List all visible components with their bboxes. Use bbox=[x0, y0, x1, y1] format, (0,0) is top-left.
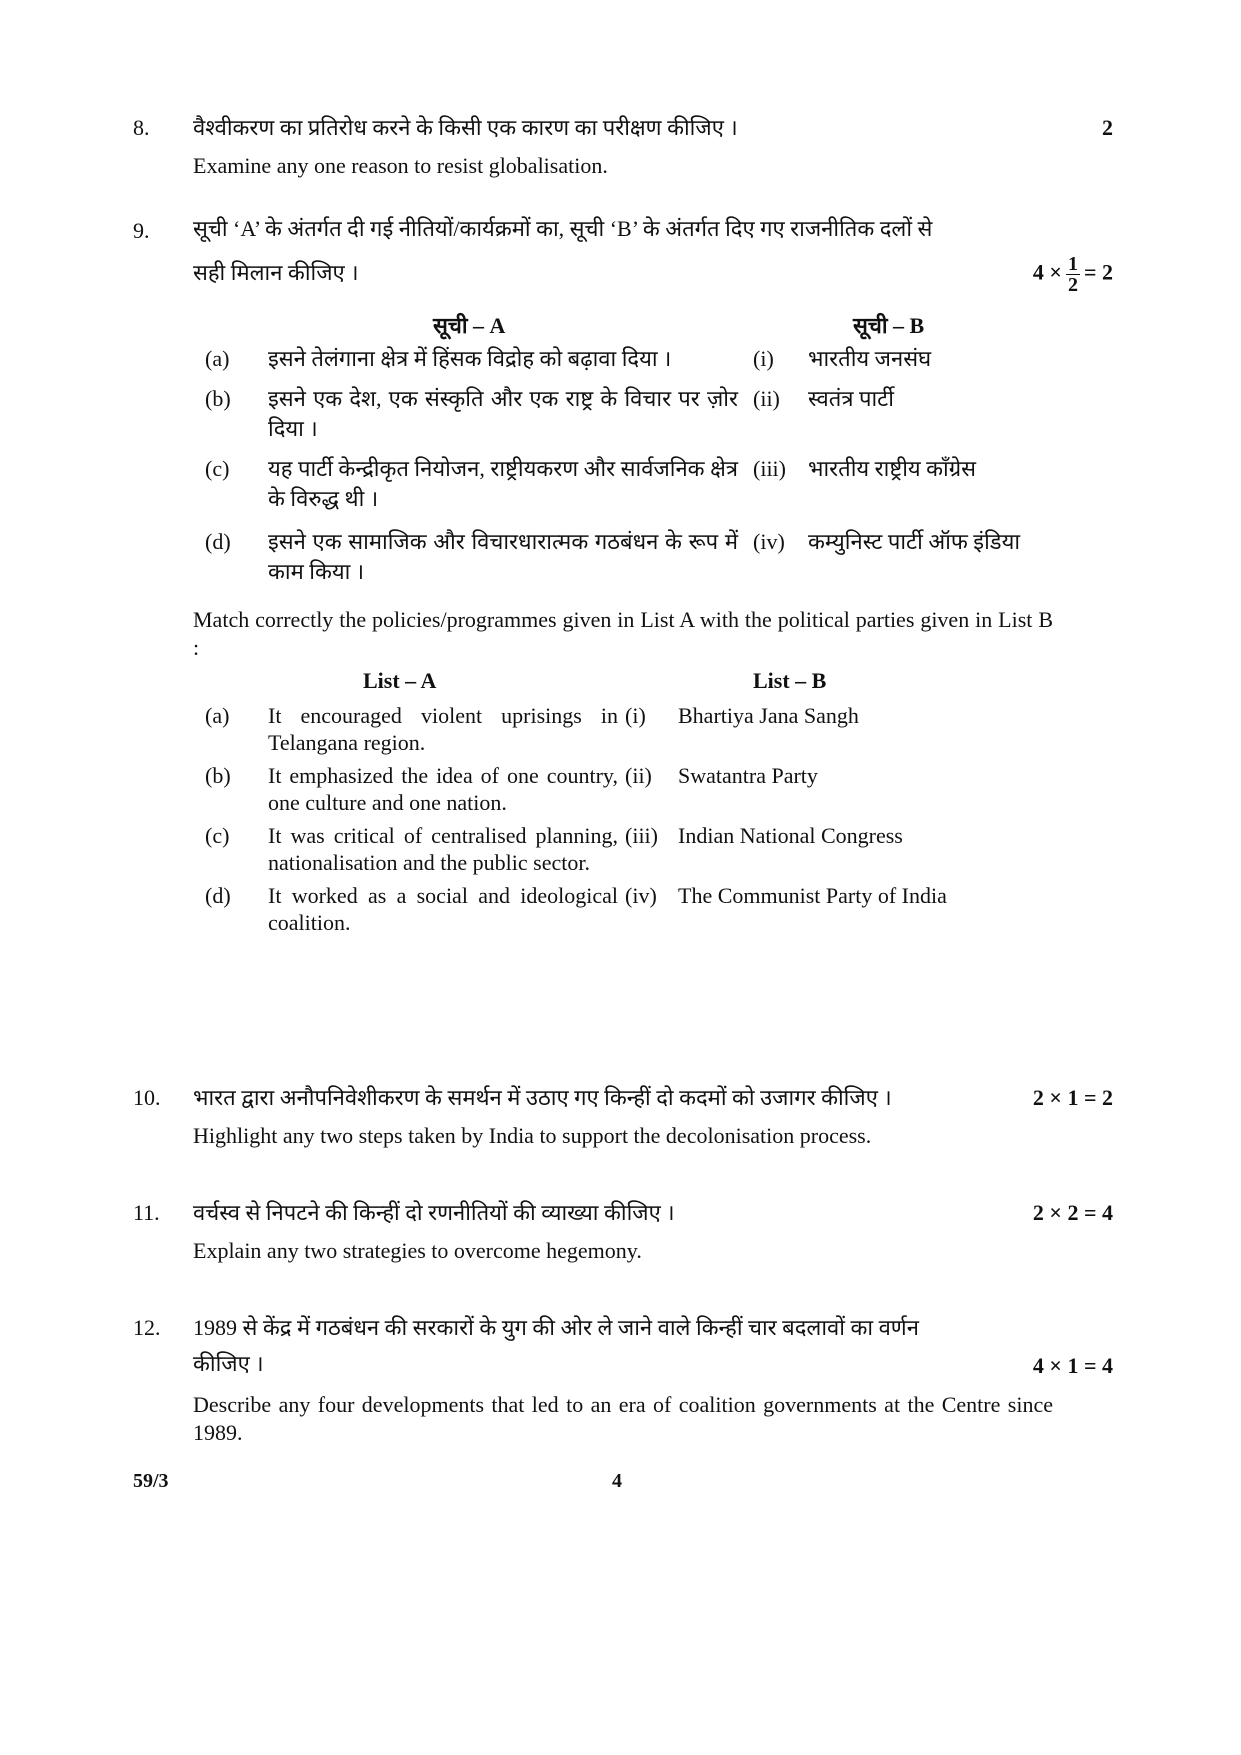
list-a-item: It was critical of centralised planning, nationalisation and the public sector. bbox=[268, 823, 618, 875]
marks-prefix: 4 × bbox=[1032, 259, 1062, 285]
question-11 bbox=[133, 1200, 1113, 1270]
question-marks: 2 bbox=[1102, 115, 1113, 140]
question-number: 9. bbox=[133, 218, 150, 243]
question-marks: 2 × 2 = 4 bbox=[1032, 1200, 1113, 1225]
question-text-english: Explain any two strategies to overcome hegemony. bbox=[193, 1238, 642, 1263]
match-row bbox=[193, 762, 1023, 822]
row-label: (a) bbox=[205, 346, 230, 371]
list-a-item: It emphasized the idea of one country, one culture and one nation. bbox=[268, 763, 618, 815]
list-b-item: कम्युनिस्ट पार्टी ऑफ इंडिया bbox=[808, 529, 1021, 554]
question-marks bbox=[1033, 254, 1113, 295]
list-b-item: Bhartiya Jana Sangh bbox=[678, 703, 859, 728]
match-row bbox=[193, 702, 1023, 762]
question-text-hindi: वैश्वीकरण का प्रतिरोध करने के किसी एक कारण का परीक्षण कीजिए । bbox=[193, 115, 738, 140]
question-12 bbox=[133, 1315, 1113, 1455]
list-headers bbox=[193, 310, 1023, 344]
row-label: (d) bbox=[205, 529, 231, 554]
question-text-hindi: भारत द्वारा अनौपनिवेशीकरण के समर्थन में उठाए गए किन्हीं दो कदमों को उजागर कीजिए । bbox=[193, 1085, 892, 1110]
question-text-english: Highlight any two steps taken by India to support the decolonisation process. bbox=[193, 1123, 872, 1148]
row-label: (a) bbox=[205, 703, 230, 728]
question-number: 12. bbox=[133, 1315, 161, 1340]
question-body bbox=[193, 1313, 1053, 1447]
list-a-item: इसने एक सामाजिक और विचारधारात्मक गठबंधन के रूप में काम किया । bbox=[268, 529, 738, 584]
question-number: 8. bbox=[133, 115, 150, 140]
list-b-item: The Communist Party of India bbox=[678, 883, 947, 908]
row-label: (c) bbox=[205, 456, 230, 481]
intro-text: Match correctly the policies/programmes given in List A with the political parties given in List B : bbox=[193, 607, 1053, 660]
list-a-item: It worked as a social and ideological coalition. bbox=[268, 883, 618, 935]
list-a-item: It encouraged violent uprisings in Telangana region. bbox=[268, 703, 618, 755]
question-number: 11. bbox=[133, 1200, 160, 1225]
question-text-hindi-line2: सही मिलान कीजिए । bbox=[193, 260, 359, 285]
question-marks: 4 × 1 = 4 bbox=[1032, 1353, 1113, 1378]
match-intro-english bbox=[193, 606, 1053, 662]
list-b-item: स्वतंत्र पार्टी bbox=[808, 386, 894, 411]
list-a-item: इसने एक देश, एक संस्कृति और एक राष्ट्र के विचार पर ज़ोर दिया । bbox=[268, 386, 738, 441]
paper-code: 59/3 bbox=[133, 1470, 169, 1492]
list-b-roman: (iv) bbox=[625, 883, 657, 908]
question-body bbox=[193, 1083, 1113, 1151]
list-b-heading: सूची – B bbox=[853, 313, 925, 338]
question-body bbox=[193, 214, 1113, 288]
row-label: (b) bbox=[205, 386, 231, 411]
row-label: (b) bbox=[205, 763, 231, 788]
question-number: 10. bbox=[133, 1085, 161, 1110]
question-text-english: Describe any four developments that led to an era of coalition governments at the Centre since 1989. bbox=[193, 1392, 1053, 1445]
list-b-roman: (iv) bbox=[753, 529, 785, 554]
question-body bbox=[193, 113, 1113, 181]
match-row bbox=[193, 822, 1023, 882]
list-b-roman: (ii) bbox=[625, 763, 652, 788]
question-marks: 2 × 1 = 2 bbox=[1032, 1085, 1113, 1110]
question-text-hindi-line2: कीजिए । bbox=[193, 1351, 264, 1376]
question-8 bbox=[133, 115, 1113, 185]
question-body bbox=[193, 1198, 1113, 1266]
question-text-hindi-line1: सूची ‘A’ के अंतर्गत दी गई नीतियों/कार्यक्रमों का, सूची ‘B’ के अंतर्गत दिए गए राजनीतिक दलों से bbox=[193, 216, 933, 241]
list-headers bbox=[193, 668, 1023, 702]
page-number: 4 bbox=[612, 1470, 622, 1492]
question-text-english: Examine any one reason to resist globalisation. bbox=[193, 153, 608, 178]
question-text-hindi: वर्चस्व से निपटने की किन्हीं दो रणनीतियों की व्याख्या कीजिए । bbox=[193, 1200, 675, 1225]
match-table-hindi bbox=[193, 310, 1023, 610]
list-a-heading: List – A bbox=[363, 668, 437, 693]
list-b-heading: List – B bbox=[753, 668, 827, 693]
list-b-item: Swatantra Party bbox=[678, 763, 818, 788]
list-b-roman: (i) bbox=[753, 346, 774, 371]
match-row bbox=[193, 527, 1023, 597]
row-label: (d) bbox=[205, 883, 231, 908]
match-table-english bbox=[193, 668, 1023, 938]
list-b-roman: (iii) bbox=[625, 823, 658, 848]
question-10 bbox=[133, 1085, 1113, 1155]
list-b-roman: (iii) bbox=[753, 456, 786, 481]
list-a-item: यह पार्टी केन्द्रीकृत नियोजन, राष्ट्रीयकरण और सार्वजनिक क्षेत्र के विरुद्ध थी । bbox=[268, 456, 738, 511]
list-b-roman: (i) bbox=[625, 703, 646, 728]
row-label: (c) bbox=[205, 823, 230, 848]
question-text-hindi-line1: 1989 से केंद्र में गठबंधन की सरकारों के युग की ओर ले जाने वाले किन्हीं चार बदलावों का वर्णन bbox=[193, 1315, 919, 1340]
list-b-item: भारतीय जनसंघ bbox=[808, 346, 932, 371]
fraction-numerator: 1 bbox=[1067, 253, 1078, 275]
question-9 bbox=[133, 218, 1113, 938]
list-b-item: Indian National Congress bbox=[678, 823, 903, 848]
match-row bbox=[193, 384, 1023, 454]
marks-fraction bbox=[1066, 254, 1080, 295]
list-b-item: भारतीय राष्ट्रीय काँग्रेस bbox=[808, 456, 977, 481]
marks-suffix: = 2 bbox=[1083, 259, 1113, 285]
fraction-denominator: 2 bbox=[1067, 274, 1078, 296]
list-a-heading: सूची – A bbox=[433, 313, 506, 338]
match-row bbox=[193, 454, 1023, 527]
list-b-roman: (ii) bbox=[753, 386, 780, 411]
match-row bbox=[193, 344, 1023, 384]
list-a-item: इसने तेलंगाना क्षेत्र में हिंसक विद्रोह को बढ़ावा दिया । bbox=[268, 346, 672, 371]
match-row bbox=[193, 882, 1023, 942]
